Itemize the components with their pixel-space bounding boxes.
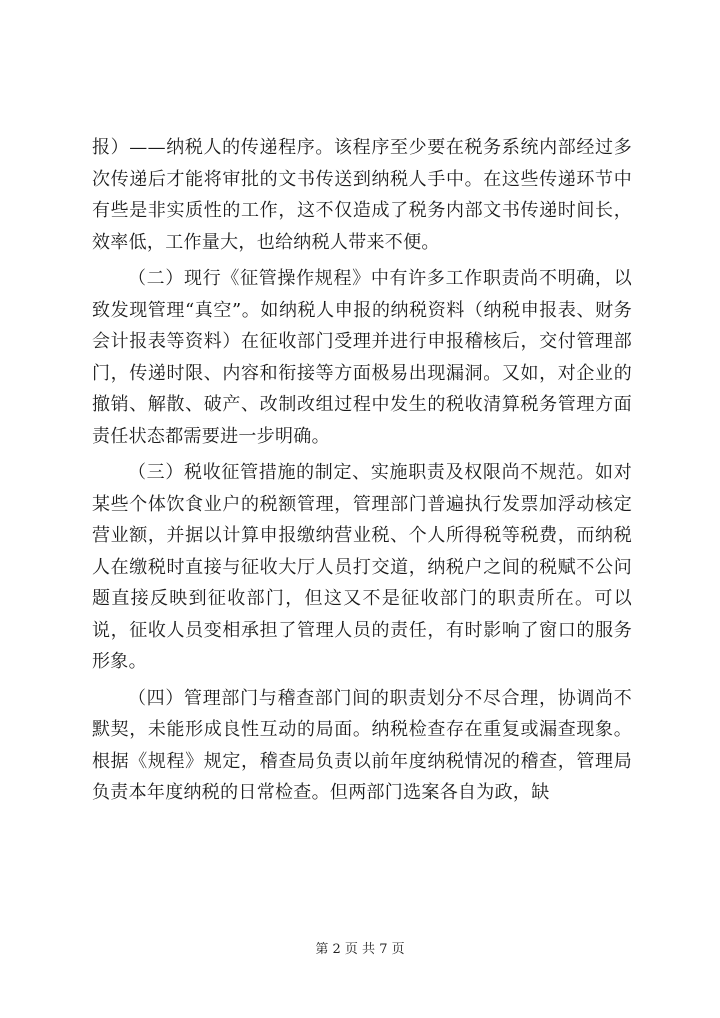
paragraph-continuation: 报）——纳税人的传递程序。该程序至少要在税务系统内部经过多次传递后才能将审批的文书传送到纳税人手中。在这些传递环节中有些是非实质性的工作，这不仅造成了税务内部文书传递时间长，效率低，工作量大，也给纳税人带来不便。 [92,137,632,253]
page-number-footer: 第 2 页 共 7 页 [315,942,405,957]
paragraph-section-2: （二）现行《征管操作规程》中有许多工作职责尚不明确，以致发现管理“真空”。如纳税人申报的纳税资料（纳税申报表、财务会计报表等资料）在征收部门受理并进行申报稽核后，交付管理部门，传递时限、内容和衔接等方面极易出现漏洞。又如，对企业的撤销、解散、破产、改制改组过程中发生的税收清算税务管理方面责任状态都需要进一步明确。 [92,268,632,447]
paragraph-section-4: （四）管理部门与稽查部门间的职责划分不尽合理，协调尚不默契，未能形成良性互动的局面。纳税检查存在重复或漏查现象。根据《规程》规定，稽查局负责以前年度纳税情况的稽查，管理局负责本年度纳税的日常检查。但两部门选案各自为政，缺 [92,687,632,803]
paragraph-section-3: （三）税收征管措施的制定、实施职责及权限尚不规范。如对某些个体饮食业户的税额管理，管理部门普遍执行发票加浮动核定营业额，并据以计算申报缴纳营业税、个人所得税等税费，而纳税人在缴税时直接与征收大厅人员打交道，纳税户之间的税赋不公问题直接反映到征收部门，但这又不是征收部门的职责所在。可以说，征收人员变相承担了管理人员的责任，有时影响了窗口的服务形象。 [92,462,632,672]
document-body [92,132,632,809]
